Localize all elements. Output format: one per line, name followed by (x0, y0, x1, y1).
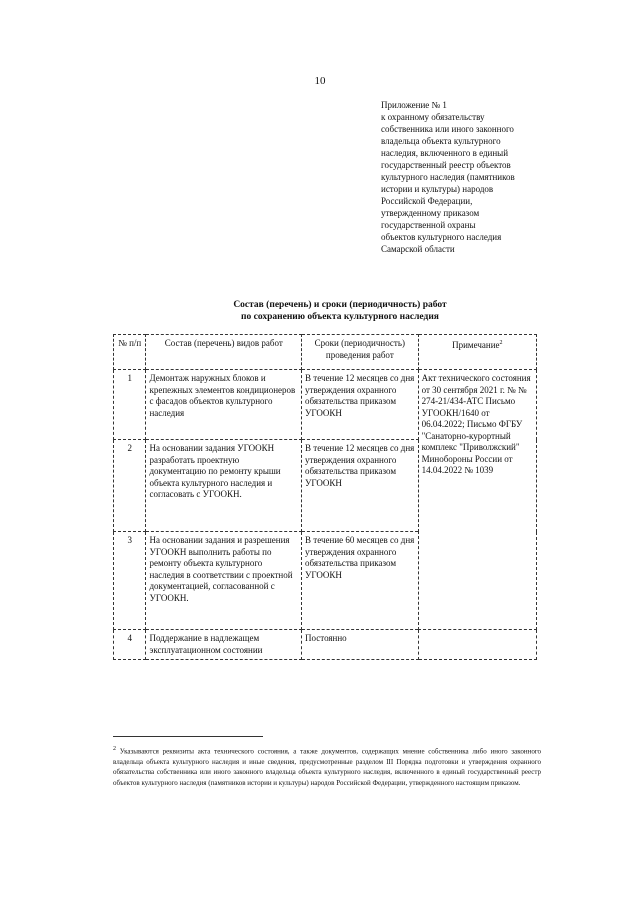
appendix-line: Приложение № 1 (381, 100, 447, 110)
appendix-line: к охранному обязательству (381, 112, 485, 122)
appendix-line: Российской Федерации, (381, 196, 473, 206)
row-work: Демонтаж наружных блоков и крепежных элементов кондиционеров с фасадов объектов культурного наследия (146, 370, 302, 440)
header-num: № п/п (114, 335, 146, 370)
appendix-line: государственной охраны (381, 220, 476, 230)
document-title (140, 299, 540, 323)
appendix-line: объектов культурного наследия (381, 232, 502, 242)
works-table (113, 334, 537, 660)
row-deadline: В течение 60 месяцев со дня утверждения охранного обязательства приказом УГООКН (302, 532, 419, 630)
row-note-empty (418, 630, 536, 660)
row-work: На основании задания и разрешения УГООКН выполнить работы по ремонту объекта культурного наследия в соответствии с проектной документацией, согласованной с УГООКН. (146, 532, 302, 630)
row-deadline: В течение 12 месяцев со дня утверждения охранного обязательства приказом УГООКН (302, 370, 419, 440)
row-num: 2 (114, 440, 146, 532)
row-num: 1 (114, 370, 146, 440)
appendix-line: Самарской области (381, 244, 455, 254)
table-header-row (114, 335, 537, 370)
footnote-marker: 2 (113, 746, 116, 752)
header-deadline: Сроки (периодичность) проведения работ (302, 335, 419, 370)
row-deadline: Постоянно (302, 630, 419, 660)
appendix-line: владельца объекта культурного (381, 136, 501, 146)
footnote (113, 744, 541, 788)
appendix-line: культурного наследия (памятников (381, 172, 515, 182)
footnote-divider (113, 736, 263, 737)
appendix-line: утвержденному приказом (381, 208, 480, 218)
row-deadline: В течение 12 месяцев со дня утверждения охранного обязательства приказом УГООКН (302, 440, 419, 532)
header-note-label: Примечание (452, 340, 500, 350)
appendix-line: собственника или иного законного (381, 124, 514, 134)
appendix-line: государственный реестр объектов (381, 160, 511, 170)
row-work: На основании задания УГООКН разработать проектную документацию по ремонту крыши объекта культурного наследия и согласовать с УГООКН. (146, 440, 302, 532)
header-note-footnote-marker: 2 (499, 340, 503, 346)
table-row (114, 630, 537, 660)
row-num: 4 (114, 630, 146, 660)
footnote-text: Указываются реквизиты акта технического состояния, а также документов, содержащих мнение собственника либо иного законного владельца объекта культурного наследия и иные сведения, предусмотренные разделом III Порядка подготовки и утверждения охранного обязательства собственника или иного законного владельца объекта культурного наследия, включенного в единый государственный реестр объектов культурного наследия (памятников истории и культуры) народов Российской Федерации, утвержденного настоящим приказом. (113, 747, 542, 787)
appendix-line: истории и культуры) народов (381, 184, 494, 194)
row-num: 3 (114, 532, 146, 630)
row-note: Акт технического состояния от 30 сентября 2021 г. № № 274-21/434-АТС Письмо УГООКН/1640 от 06.04.2022; Письмо ФГБУ "Санаторно-курортный комплекс "Приволжский" Минобороны России от 14.04.2022 № 1039 (418, 370, 536, 630)
appendix-line: наследия, включенного в единый (381, 148, 509, 158)
title-line-1: Состав (перечень) и сроки (периодичность) работ (233, 300, 447, 310)
header-note (418, 335, 536, 370)
header-work: Состав (перечень) видов работ (146, 335, 302, 370)
page-number: 10 (314, 75, 326, 87)
title-line-2: по сохранению объекта культурного наследия (241, 312, 439, 322)
appendix-header (381, 99, 581, 255)
row-work: Поддержание в надлежащем эксплуатационном состоянии (146, 630, 302, 660)
table-row (114, 370, 537, 440)
